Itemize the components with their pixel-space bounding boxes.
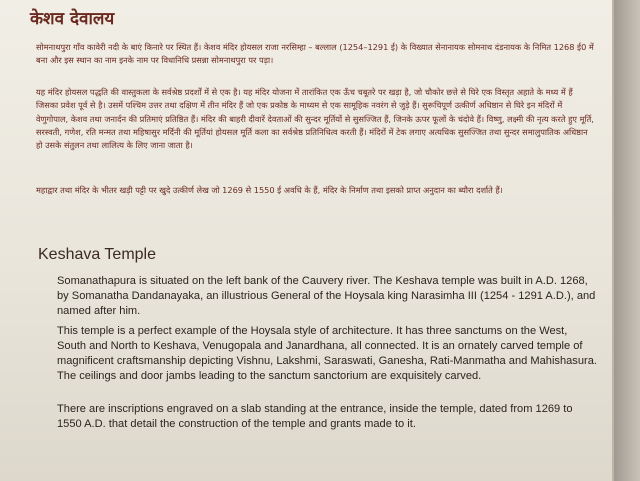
- hindi-title: केशव देवालय: [30, 9, 115, 29]
- english-paragraph-1: Somanathapura is situated on the left bank of the Cauvery river. The Keshava temple was built in A.D. 1268, by Somanatha Dandanayaka, an illustrious General of the Hoysala king Narasimha III (1254 - 1291 A.D.), and named after him.: [57, 275, 596, 317]
- hindi-paragraph-1: सोमनाथपुरा गाँव कावेरी नदी के बाएं किनारे पर स्थित हैं। केशव मंदिर होयसल राजा नरसिम्हा – बल्लाल (1254–1291 ई) के विख्यात सेनानायक सोमनाथ दंडनायक के निमित 1268 ई0 में बना और इस स्थान का नाम इनके नाम पर विधानिधि प्रसन्ना सोमनाथपुरा पर पड़ा।: [36, 42, 594, 66]
- stone-wall-edge: [614, 0, 640, 481]
- hindi-paragraph-2: यह मंदिर होयसल पद्धति की वास्तुकला के सर्वश्रेष्ठ प्रदर्शों में से एक है। यह मंदिर योजना में तारांकित एक ऊँच चबूतरे पर खड़ा है, जो चौकोर छत्ते से घिरे एक विस्तृत अहाते के मध्य में हैं जिसका प्रवेश पूर्व से है। उसमें पश्चिम उत्तर तथा दक्षिण में तीन मंदिर हैं जो एक प्रकोष्ठ के माध्यम से एक सामूहिक नवरंग से जुड़े हैं। सुरूचिपूर्ण उत्कीर्ण अधिष्ठान से घिरे इन मंदिरों में वेणुगोपाल, केशव तथा जनार्दन की प्रतिमाएं प्रतिष्ठित हैं। मंदिर की बाहरी दीवारें देवताओं की सुन्दर मूर्तियों से सुसज्जित हैं, जिनके ऊपर फूलों के चंदोवे हैं। विष्णु, लक्ष्मी की नृत्य करते हुए मूर्ति, सरस्वती, गणेश, रति मन्मत तथा महिषासुर मर्दिनी की मूर्तियां होयसल मूर्ति कला का सर्वश्रेष्ठ प्रतिनिधित्व करती हैं। मंदिरों में टेक लगाए अत्यधिक सुसज्जित तथा सुन्दर समालुपातिक अधिष्ठान हो उसके संतुलन तथा लालित्य के लिए जाना जाता है।: [36, 87, 594, 151]
- english-paragraph-3: There are inscriptions engraved on a slab standing at the entrance, inside the temple, dated from 1269 to 1550 A.D. that detail the construction of the temple and grants made to it.: [57, 403, 573, 430]
- english-paragraph-2: This temple is a perfect example of the Hoysala style of architecture. It has three sanctums on the West, South and North to Keshava, Venugopala and Janardhana, all connected. It is an ornately carved temple of magnificent craftsmanship depicting Vishnu, Lakshmi, Saraswati, Ganesha, Rati-Manmatha and Mahishasura. The ceilings and door jambs leading to the sanctum sanctorium are exquisitely carved.: [57, 325, 597, 382]
- hindi-paragraph-3: महाद्वार तथा मंदिर के भीतर खड़ी पट्टी पर खुदे उत्कीर्ण लेख जो 1269 से 1550 ई अवधि के हैं, मंदिर के निर्माण तथा इसको प्राप्त अनुदान का ब्यौरा दर्शाते हैं।: [36, 185, 503, 195]
- english-title: Keshava Temple: [38, 246, 156, 263]
